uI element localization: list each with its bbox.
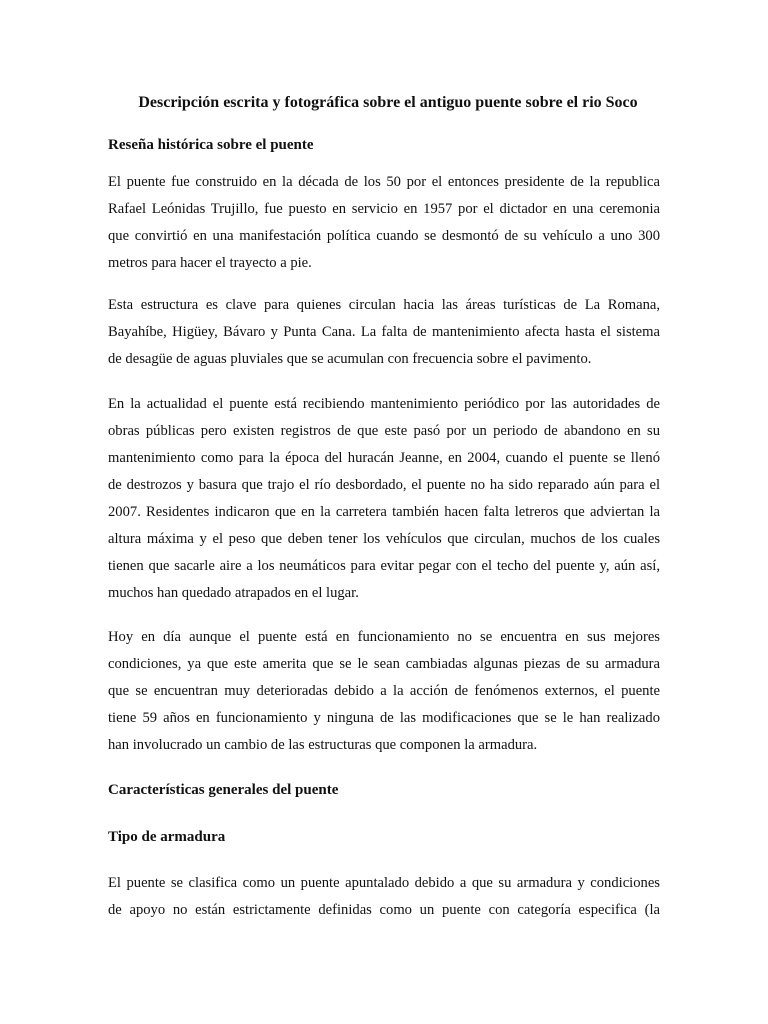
paragraph-line: de apoyo no están estrictamente definidas como un puente con categoría especifica (la	[108, 902, 660, 918]
paragraph-1	[108, 169, 660, 277]
paragraph-line: mantenimiento como para la época del huracán Jeanne, en 2004, cuando el puente se llenó	[108, 450, 660, 466]
paragraph-4	[108, 624, 660, 759]
subsection-heading-tipo-armadura: Tipo de armadura	[108, 829, 226, 845]
paragraph-line: condiciones, ya que este amerita que se le sean cambiadas algunas piezas de su armadura	[108, 656, 660, 672]
paragraph-line: tiene 59 años en funcionamiento y ninguna de las modificaciones que se le han realizado	[108, 710, 660, 726]
paragraph-line: muchos han quedado atrapados en el lugar.	[108, 585, 359, 601]
paragraph-line: de desagüe de aguas pluviales que se acumulan con frecuencia sobre el pavimento.	[108, 351, 592, 367]
paragraph-line: Bayahíbe, Higüey, Bávaro y Punta Cana. La falta de mantenimiento afecta hasta el sistema	[108, 324, 660, 340]
paragraph-line: que se encuentran muy deterioradas debido a la acción de fenómenos externos, el puente	[108, 683, 660, 699]
paragraph-2	[108, 292, 660, 373]
paragraph-line: Hoy en día aunque el puente está en funcionamiento no se encuentra en sus mejores	[108, 629, 660, 645]
paragraph-line: tienen que sacarle aire a los neumáticos para evitar pegar con el techo del puente y, aún así,	[108, 558, 660, 574]
document-title: Descripción escrita y fotográfica sobre el antiguo puente sobre el rio Soco	[138, 94, 638, 111]
section-heading-historia: Reseña histórica sobre el puente	[108, 137, 314, 153]
paragraph-line: que convirtió en una manifestación política cuando se desmontó de su vehículo a uno 300	[108, 228, 660, 244]
paragraph-line: 2007. Residentes indicaron que en la carretera también hacen falta letreros que adviertan la	[108, 504, 660, 520]
paragraph-5	[108, 870, 660, 924]
paragraph-line: Esta estructura es clave para quienes circulan hacia las áreas turísticas de La Romana,	[108, 297, 660, 313]
paragraph-line: En la actualidad el puente está recibiendo mantenimiento periódico por las autoridades de	[108, 396, 660, 412]
paragraph-line: El puente se clasifica como un puente apuntalado debido a que su armadura y condiciones	[108, 875, 660, 891]
paragraph-line: han involucrado un cambio de las estructuras que componen la armadura.	[108, 737, 538, 753]
paragraph-line: El puente fue construido en la década de los 50 por el entonces presidente de la republica	[108, 174, 660, 190]
section-heading-caracteristicas: Características generales del puente	[108, 782, 339, 798]
paragraph-line: metros para hacer el trayecto a pie.	[108, 255, 312, 271]
paragraph-line: Rafael Leónidas Trujillo, fue puesto en servicio en 1957 por el dictador en una ceremonia	[108, 201, 660, 217]
paragraph-line: de destrozos y basura que trajo el río desbordado, el puente no ha sido reparado aún para el	[108, 477, 660, 493]
paragraph-3	[108, 391, 660, 607]
paragraph-line: obras públicas pero existen registros de que este pasó por un periodo de abandono en su	[108, 423, 660, 439]
paragraph-line: altura máxima y el peso que deben tener los vehículos que circulan, muchos de los cuales	[108, 531, 660, 547]
